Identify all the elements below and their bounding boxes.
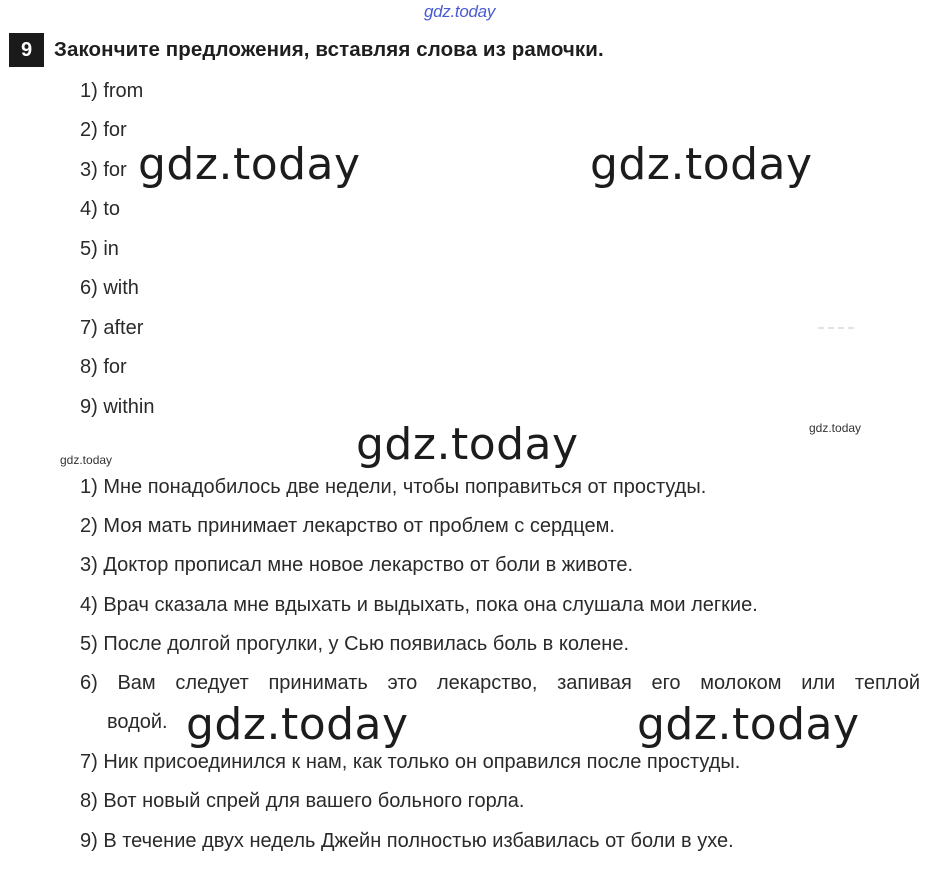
word: теплой — [854, 672, 920, 694]
site-label: gdz.today — [424, 2, 496, 21]
translation-item: 4) Врач сказала мне вдыхать и выдыхать, пока она слушала мои легкие. — [80, 594, 758, 616]
word: следует — [175, 672, 249, 694]
word: или — [801, 672, 836, 694]
answer-item: 9) within — [80, 396, 155, 418]
answer-item: 1) from — [80, 80, 144, 102]
translation-item: 7) Ник присоединился к нам, как только он оправился после простуды. — [80, 751, 741, 773]
translation-item: 8) Вот новый спрей для вашего больного горла. — [80, 790, 525, 812]
answer-item: 7) after — [80, 317, 144, 339]
task-title: Закончите предложения, вставляя слова из рамочки. — [54, 38, 604, 61]
faint-scan-mark — [818, 327, 854, 332]
word: молоком — [700, 672, 782, 694]
answer-item: 5) in — [80, 238, 119, 260]
word: запивая — [557, 672, 632, 694]
watermark-small: gdz.today — [60, 453, 113, 467]
translation-item: 5) После долгой прогулки, у Сью появилась боль в колене. — [80, 633, 630, 655]
answer-item: 4) to — [80, 198, 121, 220]
watermark: gdz.today — [590, 139, 813, 190]
translation-item: 1) Мне понадобилось две недели, чтобы поправиться от простуды. — [80, 476, 707, 498]
answer-item: 2) for — [80, 119, 127, 141]
answer-item: 6) with — [80, 277, 139, 299]
task-number-badge: 9 — [9, 33, 44, 67]
watermark-small: gdz.today — [809, 421, 862, 435]
translation-item: 3) Доктор прописал мне новое лекарство от боли в животе. — [80, 554, 634, 576]
word: 6) — [80, 672, 98, 694]
answer-item: 8) for — [80, 356, 127, 378]
watermark: gdz.today — [186, 699, 409, 750]
translation-item-justified — [80, 672, 920, 695]
word: принимать — [268, 672, 368, 694]
answer-item: 3) for — [80, 159, 127, 181]
word: лекарство, — [436, 672, 538, 694]
watermark: gdz.today — [356, 419, 579, 470]
watermark: gdz.today — [138, 139, 361, 190]
word: это — [387, 672, 418, 694]
translation-item-continuation: водой. — [107, 711, 168, 733]
word: его — [651, 672, 681, 694]
translation-item: 9) В течение двух недель Джейн полностью избавилась от боли в ухе. — [80, 830, 734, 852]
watermark: gdz.today — [637, 699, 860, 750]
translation-item: 2) Моя мать принимает лекарство от проблем с сердцем. — [80, 515, 615, 537]
word: Вам — [117, 672, 156, 694]
